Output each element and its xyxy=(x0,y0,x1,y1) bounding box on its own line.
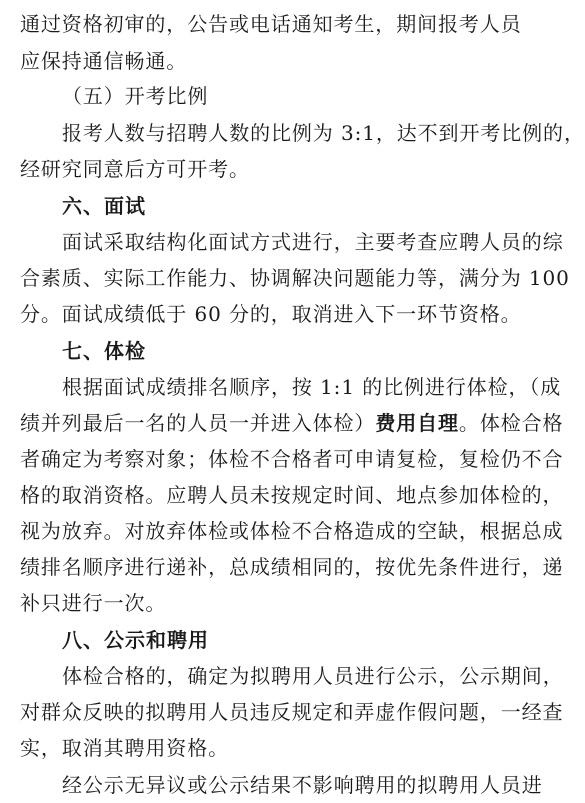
paragraph-line: 根据面试成绩排名顺序，按 1:1 的比例进行体检，（成 xyxy=(62,375,562,399)
paragraph-line: 实，取消其聘用资格。 xyxy=(20,736,229,760)
paragraph-line: 经研究同意后方可开考。 xyxy=(20,157,250,181)
paragraph-line: 报考人数与招聘人数的比例为 3:1，达不到开考比例的， xyxy=(62,121,585,145)
section-heading-publicity-hiring: 八、公示和聘用 xyxy=(62,628,209,652)
paragraph-line xyxy=(20,405,564,441)
paragraph-line: 应保持通信畅通。 xyxy=(20,49,188,73)
bold-phrase-fee: 费用自理 xyxy=(375,411,459,435)
section-heading-exam-ratio: （五）开考比例 xyxy=(62,84,209,108)
paragraph-line: 面试采取结构化面试方式进行，主要考查应聘人员的综 xyxy=(62,230,564,254)
paragraph-line: 通过资格初审的，公告或电话通知考生，期间报考人员 xyxy=(20,12,522,36)
paragraph-line: 格的取消资格。应聘人员未按规定时间、地点参加体检的， xyxy=(20,483,564,507)
section-heading-interview: 六、面试 xyxy=(62,194,146,218)
paragraph-line: 分。面试成绩低于 60 分的，取消进入下一环节资格。 xyxy=(20,302,522,326)
section-heading-physical-exam: 七、体检 xyxy=(62,339,146,363)
paragraph-line: 补只进行一次。 xyxy=(20,591,167,615)
paragraph-text: 绩并列最后一名的人员一并进入体检） xyxy=(20,411,376,435)
paragraph-line: 绩排名顺序进行递补，总成绩相同的，按优先条件进行，递 xyxy=(20,555,564,579)
paragraph-text: 。体检合格 xyxy=(458,411,564,435)
paragraph-line: 经公示无异议或公示结果不影响聘用的拟聘用人员进 xyxy=(62,773,543,797)
paragraph-line: 合素质、实际工作能力、协调解决问题能力等，满分为 100 xyxy=(20,266,570,290)
paragraph-line: 对群众反映的拟聘用人员违反规定和弄虚作假问题，一经查 xyxy=(20,700,564,724)
paragraph-line: 视为放弃。对放弃体检或体检不合格造成的空缺，根据总成 xyxy=(20,519,564,543)
paragraph-line: 者确定为考察对象；体检不合格者可申请复检，复检仍不合 xyxy=(20,447,564,471)
paragraph-line: 体检合格的，确定为拟聘用人员进行公示，公示期间， xyxy=(62,664,564,688)
